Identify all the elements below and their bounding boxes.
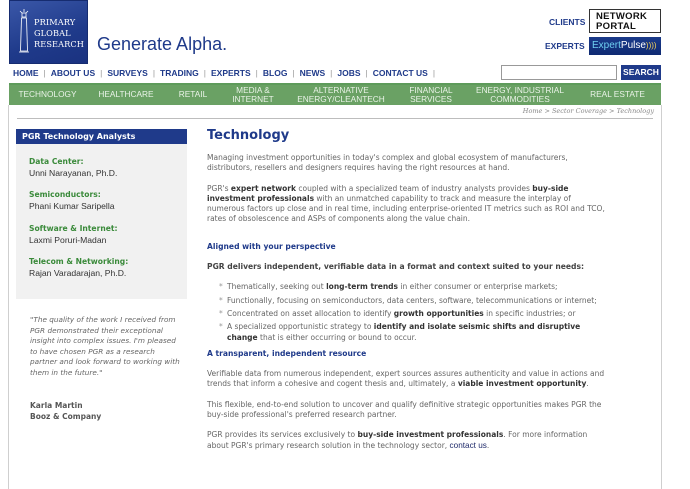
- flexible-paragraph: This flexible, end-to-end solution to uncover and qualify definitive strategic opportunities makes PGR the buy-side professional's preferred research partner.: [207, 399, 602, 420]
- aligned-heading: Aligned with your perspective: [207, 241, 336, 251]
- list-item: [219, 282, 607, 292]
- sector-retail[interactable]: [166, 85, 220, 105]
- services-paragraph: [207, 430, 607, 451]
- page-title: Technology: [207, 128, 290, 143]
- contact-us-link[interactable]: contact us: [449, 440, 487, 450]
- analyst-category: Semiconductors:: [29, 190, 101, 199]
- text: Verifiable data from numerous independent, expert sources assures authenticity and value in actions and trends that inform a cohesive and cogent thesis and, ultimately, a: [207, 369, 605, 389]
- transparent-heading: A transparent, independent resource: [207, 348, 367, 358]
- experts-label: EXPERTS: [545, 41, 585, 51]
- analyst-name[interactable]: Phani Kumar Saripella: [29, 201, 115, 211]
- nav-separator: |: [152, 68, 156, 78]
- text: Thematically, seeking out: [227, 282, 327, 292]
- network-portal-button[interactable]: [589, 9, 661, 33]
- sector-technology[interactable]: [9, 85, 86, 105]
- nav-separator: |: [43, 68, 46, 78]
- nav-separator: |: [255, 68, 258, 78]
- sector-label: REAL ESTATE: [590, 89, 645, 100]
- text-bold: identify and isolate seismic shifts and disruptive change: [227, 322, 581, 342]
- text-bold: viable investment opportunity: [457, 379, 587, 389]
- text: in specific industries; or: [483, 308, 576, 318]
- sector-label: COMMODITIES: [490, 94, 550, 104]
- analyst-entry: [29, 257, 128, 278]
- text-bold: expert network: [230, 183, 296, 193]
- text: .: [486, 440, 490, 450]
- text: coupled with a specialized team of industry analysts provides: [295, 183, 533, 193]
- analyst-name[interactable]: Unni Narayanan, Ph.D.: [29, 168, 118, 178]
- sector-label: TECHNOLOGY: [18, 89, 77, 100]
- pgr-logo[interactable]: [9, 0, 88, 64]
- list-item: [219, 296, 607, 306]
- sector-label: SERVICES: [410, 94, 452, 104]
- analyst-category: Telecom & Networking:: [29, 257, 129, 266]
- analyst-name[interactable]: Laxmi Poruri-Madan: [29, 235, 107, 245]
- sector-label: FINANCIAL: [409, 84, 453, 95]
- nav-separator: |: [330, 68, 333, 78]
- testimonial-author: [30, 401, 101, 422]
- text: . For more information about PGR's primary research solution in the technology sector,: [207, 430, 588, 450]
- text: that is either occurring or bound to occur.: [257, 332, 417, 342]
- intro-paragraph: Managing investment opportunities in today's complex and global ecosystem of manufacturers, distributors, resellers and designers requires having the right resources at hand.: [207, 153, 568, 173]
- top-nav: [13, 68, 440, 78]
- logo-line-3: RESEARCH: [34, 39, 85, 49]
- network-portal-line-2: PORTAL: [596, 21, 637, 32]
- nav-separator: |: [203, 68, 206, 78]
- sector-label: ENERGY, INDUSTRIAL: [476, 84, 564, 95]
- text: with an unmatched capability to track and measure the interplay of numerous factors up close and in real time, including enterprise-oriented IT metrics such as ROI and TCO, rates of obsolescence and ASPs of components along the value chain.: [207, 193, 605, 224]
- analyst-category: Software & Internet:: [29, 224, 118, 233]
- testimonial-author-name: Karla Martin: [30, 401, 83, 410]
- analyst-name[interactable]: Rajan Varadarajan, Ph.D.: [29, 268, 127, 278]
- analyst-entry: [29, 157, 117, 178]
- clients-label: CLIENTS: [549, 17, 586, 27]
- tagline: Generate Alpha.: [97, 34, 228, 54]
- nav-trading[interactable]: TRADING: [160, 68, 199, 78]
- nav-separator: |: [100, 68, 103, 78]
- sector-label: INTERNET: [232, 94, 274, 104]
- breadcrumb[interactable]: Home > Sector Coverage > Technology: [522, 107, 654, 115]
- analyst-entry: [29, 190, 115, 211]
- page-border-left: [8, 105, 9, 489]
- testimonial-quote: "The quality of the work I received from PGR demonstrated their exceptional insight into complex issues. I'm pleased to have chosen PGR as a research partner and look forward to working with them in the future.": [30, 315, 180, 377]
- analyst-category: Data Center:: [29, 157, 84, 166]
- sector-media-internet[interactable]: [220, 85, 286, 105]
- text: .: [586, 379, 589, 389]
- nav-jobs[interactable]: JOBS: [337, 68, 361, 78]
- text-bold: buy-side investment professionals: [357, 430, 504, 440]
- sector-nav: [9, 85, 661, 105]
- nav-separator: |: [365, 68, 368, 78]
- expert-pulse-button[interactable]: [589, 37, 661, 55]
- page-border-right: [661, 105, 662, 489]
- text-bold: buy-side investment professionals: [207, 183, 569, 203]
- text: in either consumer or enterprise markets;: [398, 282, 558, 292]
- search-input[interactable]: [501, 65, 617, 80]
- sector-healthcare[interactable]: [86, 85, 166, 105]
- signal-wave-icon: )))): [645, 41, 657, 50]
- breadcrumb-divider: [17, 118, 653, 119]
- search-button[interactable]: SEARCH: [621, 65, 661, 80]
- text: Functionally, focusing on semiconductors, data centers, software, telecommunications or internet;: [227, 295, 597, 305]
- expert-network-paragraph: [207, 184, 607, 225]
- text: PGR provides its services exclusively to: [207, 430, 358, 440]
- nav-separator: |: [432, 68, 436, 78]
- logo-line-1: PRIMARY: [34, 17, 76, 27]
- expert-pulse-part1: Expert: [592, 40, 621, 51]
- text-bold: long-term trends: [326, 282, 398, 292]
- sector-financial-services[interactable]: [396, 85, 466, 105]
- testimonial-author-company: Booz & Company: [30, 411, 102, 421]
- analyst-entry: [29, 224, 118, 245]
- lighthouse-icon: [19, 9, 29, 53]
- verifiable-paragraph: [207, 369, 607, 390]
- sector-label: RETAIL: [178, 89, 208, 100]
- sector-energy-industrial[interactable]: [466, 85, 574, 105]
- analysts-panel: [16, 144, 187, 299]
- sidebar-title: PGR Technology Analysts: [16, 129, 187, 144]
- network-portal-line-1: NETWORK: [596, 11, 648, 22]
- nav-surveys[interactable]: SURVEYS: [107, 68, 148, 78]
- sector-real-estate[interactable]: [574, 85, 661, 105]
- nav-blog[interactable]: BLOG: [262, 68, 288, 78]
- expert-pulse-part2: Pulse: [620, 40, 646, 51]
- nav-separator: |: [292, 68, 295, 78]
- text: PGR's: [207, 183, 231, 193]
- delivers-lead: PGR delivers independent, verifiable data in a format and context suited to your needs:: [207, 262, 585, 272]
- sector-label: MEDIA &: [236, 84, 270, 95]
- sector-label: ENERGY/CLEANTECH: [297, 94, 385, 104]
- nav-home[interactable]: HOME: [13, 68, 39, 78]
- nav-contact-us[interactable]: CONTACT US: [372, 68, 428, 78]
- list-item: [219, 322, 607, 343]
- capabilities-list: [207, 282, 607, 342]
- sector-alternative-energy[interactable]: [286, 85, 396, 105]
- main-content: [207, 128, 607, 451]
- sector-label: ALTERNATIVE: [313, 84, 369, 95]
- text: Concentrated on asset allocation to identify: [227, 308, 394, 318]
- logo-line-2: GLOBAL: [34, 28, 71, 38]
- text-bold: growth opportunities: [393, 308, 484, 318]
- text: A specialized opportunistic strategy to: [227, 322, 374, 332]
- list-item: [219, 309, 607, 319]
- sector-label: HEALTHCARE: [98, 89, 154, 100]
- nav-about-us[interactable]: ABOUT US: [50, 68, 96, 78]
- nav-news[interactable]: NEWS: [299, 68, 326, 78]
- nav-experts[interactable]: EXPERTS: [210, 68, 251, 78]
